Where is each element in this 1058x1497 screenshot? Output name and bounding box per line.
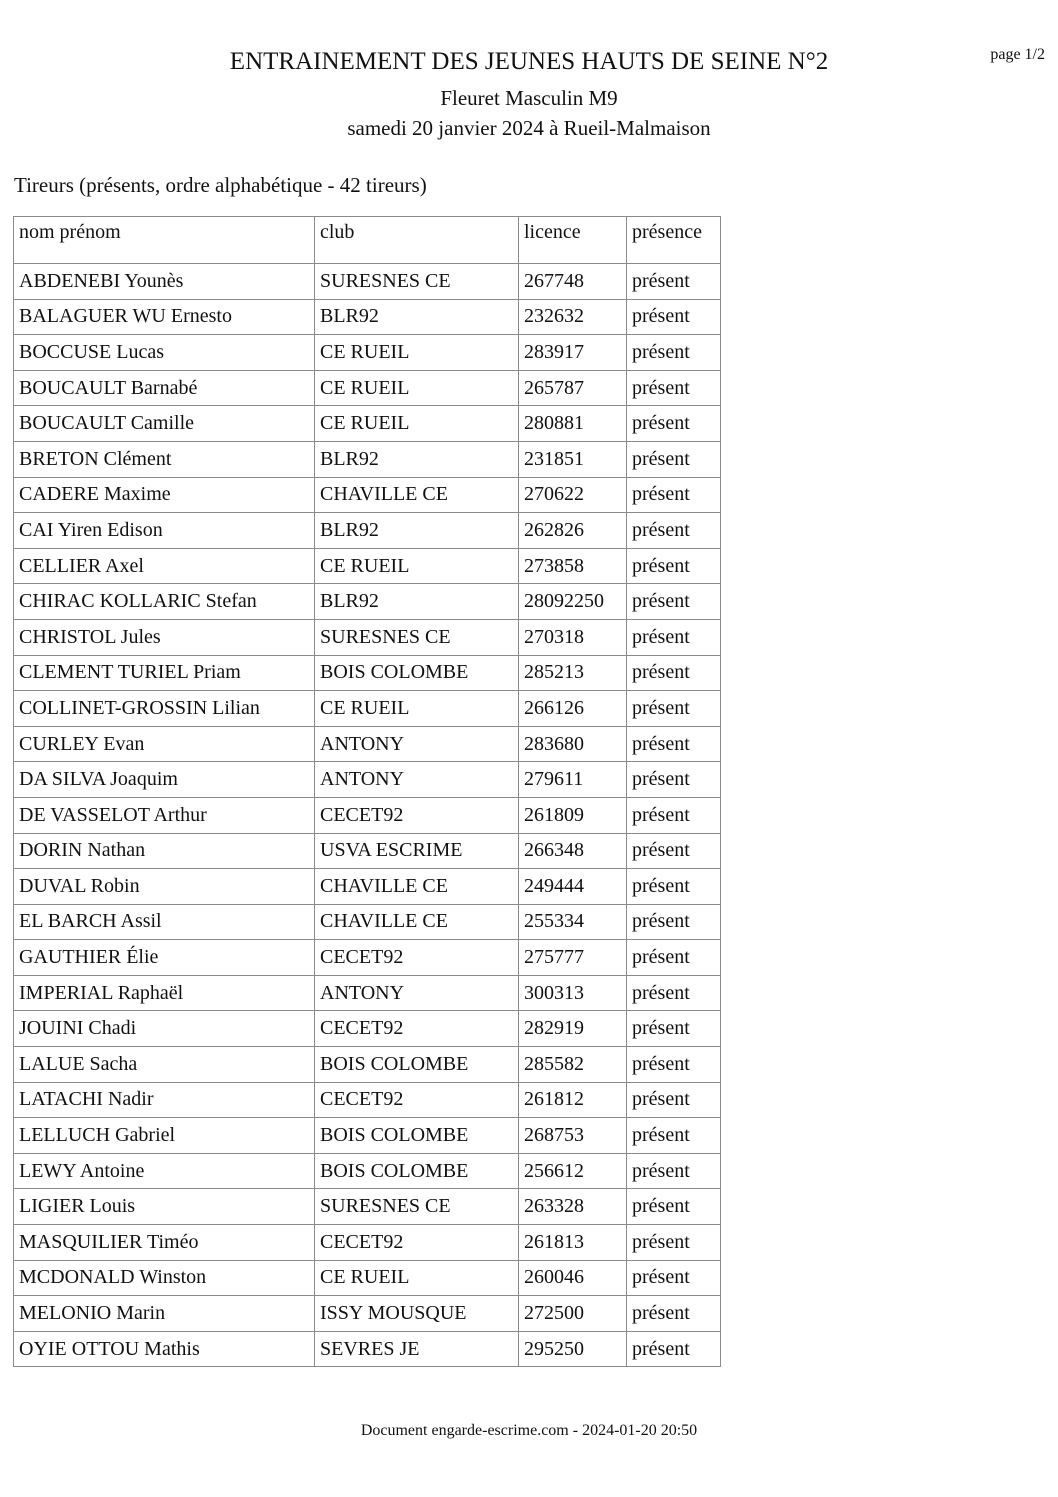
cell-licence: 260046 — [519, 1260, 627, 1296]
cell-licence: 285213 — [519, 655, 627, 691]
table-row — [14, 1260, 721, 1296]
cell-name: DUVAL Robin — [14, 869, 315, 905]
table-row — [14, 264, 721, 300]
cell-presence: présent — [627, 797, 721, 833]
cell-presence: présent — [627, 1082, 721, 1118]
cell-licence: 255334 — [519, 904, 627, 940]
cell-presence: présent — [627, 1260, 721, 1296]
cell-club: ANTONY — [315, 975, 519, 1011]
cell-licence: 283680 — [519, 726, 627, 762]
column-header-licence: licence — [519, 217, 627, 264]
cell-name: CHRISTOL Jules — [14, 619, 315, 655]
table-row — [14, 762, 721, 798]
cell-presence: présent — [627, 548, 721, 584]
cell-club: ANTONY — [315, 726, 519, 762]
cell-club: CECET92 — [315, 797, 519, 833]
cell-name: MCDONALD Winston — [14, 1260, 315, 1296]
cell-club: BLR92 — [315, 584, 519, 620]
table-row — [14, 869, 721, 905]
table-row — [14, 655, 721, 691]
cell-club: CHAVILLE CE — [315, 869, 519, 905]
table-row — [14, 1047, 721, 1083]
cell-licence: 232632 — [519, 299, 627, 335]
table-row — [14, 619, 721, 655]
cell-licence: 263328 — [519, 1189, 627, 1225]
table-row — [14, 1296, 721, 1332]
cell-licence: 270622 — [519, 477, 627, 513]
cell-licence: 261813 — [519, 1225, 627, 1261]
cell-licence: 261809 — [519, 797, 627, 833]
date-location: samedi 20 janvier 2024 à Rueil-Malmaison — [347, 116, 711, 140]
cell-club: CECET92 — [315, 1011, 519, 1047]
cell-club: CE RUEIL — [315, 406, 519, 442]
cell-licence: 273858 — [519, 548, 627, 584]
cell-club: CE RUEIL — [315, 370, 519, 406]
cell-name: LALUE Sacha — [14, 1047, 315, 1083]
cell-licence: 261812 — [519, 1082, 627, 1118]
cell-club: CE RUEIL — [315, 691, 519, 727]
cell-presence: présent — [627, 726, 721, 762]
cell-presence: présent — [627, 584, 721, 620]
cell-presence: présent — [627, 904, 721, 940]
cell-name: CELLIER Axel — [14, 548, 315, 584]
cell-licence: 268753 — [519, 1118, 627, 1154]
table-row — [14, 513, 721, 549]
cell-presence: présent — [627, 1225, 721, 1261]
cell-name: LEWY Antoine — [14, 1153, 315, 1189]
cell-club: CE RUEIL — [315, 548, 519, 584]
cell-presence: présent — [627, 441, 721, 477]
table-row — [14, 1189, 721, 1225]
cell-name: BALAGUER WU Ernesto — [14, 299, 315, 335]
cell-presence: présent — [627, 1296, 721, 1332]
table-row — [14, 726, 721, 762]
cell-name: CADERE Maxime — [14, 477, 315, 513]
table-row — [14, 1153, 721, 1189]
table-row — [14, 1082, 721, 1118]
page-number: page 1/2 — [990, 46, 1045, 63]
cell-name: CLEMENT TURIEL Priam — [14, 655, 315, 691]
table-row — [14, 940, 721, 976]
cell-name: COLLINET-GROSSIN Lilian — [14, 691, 315, 727]
cell-presence: présent — [627, 869, 721, 905]
cell-presence: présent — [627, 1153, 721, 1189]
cell-presence: présent — [627, 335, 721, 371]
cell-licence: 231851 — [519, 441, 627, 477]
table-row — [14, 975, 721, 1011]
cell-name: CAI Yiren Edison — [14, 513, 315, 549]
cell-club: CECET92 — [315, 1225, 519, 1261]
column-header-club: club — [315, 217, 519, 264]
cell-name: DA SILVA Joaquim — [14, 762, 315, 798]
cell-licence: 28092250 — [519, 584, 627, 620]
cell-licence: 262826 — [519, 513, 627, 549]
cell-licence: 282919 — [519, 1011, 627, 1047]
cell-presence: présent — [627, 655, 721, 691]
table-row — [14, 833, 721, 869]
cell-club: BLR92 — [315, 441, 519, 477]
cell-licence: 295250 — [519, 1331, 627, 1367]
table-row — [14, 299, 721, 335]
cell-licence: 280881 — [519, 406, 627, 442]
table-row — [14, 477, 721, 513]
cell-name: OYIE OTTOU Mathis — [14, 1331, 315, 1367]
cell-name: JOUINI Chadi — [14, 1011, 315, 1047]
cell-name: CURLEY Evan — [14, 726, 315, 762]
table-row — [14, 904, 721, 940]
cell-club: BOIS COLOMBE — [315, 1153, 519, 1189]
cell-club: ANTONY — [315, 762, 519, 798]
cell-club: BOIS COLOMBE — [315, 655, 519, 691]
cell-name: BRETON Clément — [14, 441, 315, 477]
cell-name: DORIN Nathan — [14, 833, 315, 869]
column-header-name: nom prénom — [14, 217, 315, 264]
table-row — [14, 406, 721, 442]
cell-name: DE VASSELOT Arthur — [14, 797, 315, 833]
cell-name: CHIRAC KOLLARIC Stefan — [14, 584, 315, 620]
cell-name: MELONIO Marin — [14, 1296, 315, 1332]
cell-presence: présent — [627, 406, 721, 442]
cell-club: BLR92 — [315, 513, 519, 549]
table-row — [14, 548, 721, 584]
cell-licence: 300313 — [519, 975, 627, 1011]
cell-name: IMPERIAL Raphaël — [14, 975, 315, 1011]
table-row — [14, 370, 721, 406]
page-title: ENTRAINEMENT DES JEUNES HAUTS DE SEINE N°2 — [229, 48, 829, 75]
cell-club: CECET92 — [315, 1082, 519, 1118]
cell-name: LELLUCH Gabriel — [14, 1118, 315, 1154]
cell-licence: 283917 — [519, 335, 627, 371]
table-row — [14, 1225, 721, 1261]
cell-presence: présent — [627, 264, 721, 300]
table-body — [14, 264, 721, 1367]
cell-name: GAUTHIER Élie — [14, 940, 315, 976]
cell-presence: présent — [627, 513, 721, 549]
cell-club: SURESNES CE — [315, 1189, 519, 1225]
cell-club: CE RUEIL — [315, 1260, 519, 1296]
cell-presence: présent — [627, 1189, 721, 1225]
cell-name: MASQUILIER Timéo — [14, 1225, 315, 1261]
cell-licence: 270318 — [519, 619, 627, 655]
cell-licence: 265787 — [519, 370, 627, 406]
cell-presence: présent — [627, 1011, 721, 1047]
fencers-table — [13, 216, 721, 1367]
table-header-row — [14, 217, 721, 264]
cell-presence: présent — [627, 299, 721, 335]
cell-name: LATACHI Nadir — [14, 1082, 315, 1118]
cell-name: BOUCAULT Camille — [14, 406, 315, 442]
table-row — [14, 584, 721, 620]
cell-name: LIGIER Louis — [14, 1189, 315, 1225]
cell-presence: présent — [627, 619, 721, 655]
table-row — [14, 335, 721, 371]
section-title: Tireurs (présents, ordre alphabétique - 42 tireurs) — [14, 173, 427, 197]
cell-name: ABDENEBI Younès — [14, 264, 315, 300]
cell-club: ISSY MOUSQUE — [315, 1296, 519, 1332]
cell-club: SURESNES CE — [315, 264, 519, 300]
cell-name: BOUCAULT Barnabé — [14, 370, 315, 406]
table-row — [14, 691, 721, 727]
cell-club: BLR92 — [315, 299, 519, 335]
competition-subtitle: Fleuret Masculin M9 — [440, 86, 618, 110]
cell-licence: 249444 — [519, 869, 627, 905]
table-row — [14, 1331, 721, 1367]
cell-club: SEVRES JE — [315, 1331, 519, 1367]
cell-club: CE RUEIL — [315, 335, 519, 371]
cell-licence: 256612 — [519, 1153, 627, 1189]
cell-club: SURESNES CE — [315, 619, 519, 655]
table-row — [14, 441, 721, 477]
cell-club: BOIS COLOMBE — [315, 1047, 519, 1083]
cell-presence: présent — [627, 691, 721, 727]
cell-presence: présent — [627, 1047, 721, 1083]
cell-presence: présent — [627, 762, 721, 798]
cell-presence: présent — [627, 1118, 721, 1154]
cell-licence: 266348 — [519, 833, 627, 869]
cell-licence: 285582 — [519, 1047, 627, 1083]
cell-club: USVA ESCRIME — [315, 833, 519, 869]
cell-presence: présent — [627, 370, 721, 406]
cell-licence: 279611 — [519, 762, 627, 798]
cell-club: CHAVILLE CE — [315, 477, 519, 513]
cell-licence: 275777 — [519, 940, 627, 976]
cell-name: BOCCUSE Lucas — [14, 335, 315, 371]
column-header-presence: présence — [627, 217, 721, 264]
table-row — [14, 1118, 721, 1154]
cell-presence: présent — [627, 477, 721, 513]
cell-presence: présent — [627, 975, 721, 1011]
cell-licence: 267748 — [519, 264, 627, 300]
cell-presence: présent — [627, 833, 721, 869]
table-row — [14, 797, 721, 833]
cell-licence: 272500 — [519, 1296, 627, 1332]
cell-club: CHAVILLE CE — [315, 904, 519, 940]
footer: Document engarde-escrime.com - 2024-01-20 20:50 — [360, 1422, 698, 1439]
cell-presence: présent — [627, 940, 721, 976]
table-row — [14, 1011, 721, 1047]
cell-presence: présent — [627, 1331, 721, 1367]
cell-name: EL BARCH Assil — [14, 904, 315, 940]
cell-club: BOIS COLOMBE — [315, 1118, 519, 1154]
cell-club: CECET92 — [315, 940, 519, 976]
cell-licence: 266126 — [519, 691, 627, 727]
